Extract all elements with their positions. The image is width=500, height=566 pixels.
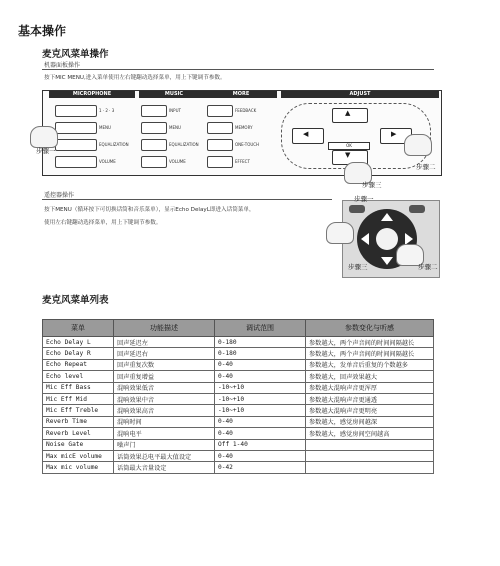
table-row [43,348,434,359]
range-cell: Off 1-40 [215,439,306,450]
range-cell: 0-180 [215,337,306,348]
effect-cell [306,439,434,450]
button-label: VOLUME [99,159,116,164]
panel-button [207,105,233,117]
effect-cell: 参数越大，发单音后重复的个数越多 [306,359,434,370]
column-header: MICROPHONE [49,91,135,98]
menu-cell: Reverb Level [43,428,114,439]
panel-button [207,156,233,168]
hand-pointer-icon [30,126,58,148]
remote-operation-title: 遥控器操作 [44,192,75,199]
effect-cell: 参数越大，感觉房间越深 [306,416,434,427]
step-label: 步骤一 [354,195,374,203]
panel-button [207,139,233,151]
menu-cell: Mic Eff Mid [43,393,114,404]
button-label: FEEDBACK [235,108,257,113]
function-cell: 噪声门 [114,439,215,450]
button-label: EQUALIZATION [99,142,129,147]
panel-button [55,139,97,151]
step-label: 步骤三 [362,181,382,189]
function-cell: 混响效果高音 [114,405,215,416]
menu-cell: Echo Repeat [43,359,114,370]
table-row [43,462,434,473]
section-heading-menu-list: 麦克风菜单列表 [42,295,109,306]
range-cell: -10~+10 [215,382,306,393]
range-cell: 0-40 [215,450,306,461]
table-row [43,371,434,382]
range-cell: 0-40 [215,428,306,439]
divider [42,199,332,200]
column-header: 菜单 [43,320,114,337]
table-row [43,405,434,416]
hand-pointer-icon [326,222,354,244]
button-label: EFFECT [235,159,250,164]
hand-pointer-icon [404,134,432,156]
effect-cell [306,462,434,473]
table-header-row [43,320,434,337]
table-row [43,439,434,450]
function-cell: 话筒效果总电平最大值设定 [114,450,215,461]
menu-cell: Reverb Time [43,416,114,427]
effect-cell: 参数越大，感觉房间空间越高 [306,428,434,439]
panel-button [141,122,167,134]
table-row [43,382,434,393]
effect-cell: 参数越大混响声音更通透 [306,393,434,404]
menu-cell: Noise Gate [43,439,114,450]
effect-cell: 参数越大混响声音更浑厚 [306,382,434,393]
panel-button [55,156,97,168]
menu-cell: Max micE volume [43,450,114,461]
effect-cell: 参数越大，两个声音间的时间间隔越长 [306,348,434,359]
panel-operation-title: 机器面板操作 [44,62,81,69]
panel-button [141,156,167,168]
right-arrow-icon: ▶ [391,130,397,138]
range-cell: 0-40 [215,359,306,370]
column-header: MORE [205,91,277,98]
ok-key: OK [328,142,370,150]
function-cell: 混响电平 [114,428,215,439]
panel-column-more [205,91,277,175]
panel-button [141,105,167,117]
down-arrow-icon: ▼ [345,151,351,159]
menu-cell: Echo Delay R [43,348,114,359]
panel-button [55,105,97,117]
step-label: 步骤三 [348,263,368,271]
button-label: INPUT [169,108,181,113]
column-header: 调试范围 [215,320,306,337]
column-header: MUSIC [139,91,209,98]
function-cell: 回声重复次数 [114,359,215,370]
table-row [43,416,434,427]
panel-button [207,122,233,134]
function-cell: 混响效果中音 [114,393,215,404]
table-row [43,393,434,404]
range-cell: 0-40 [215,416,306,427]
table-row [43,428,434,439]
button-label: MENU [99,125,111,130]
section-heading-mic-menu: 麦克风菜单操作 [42,49,109,60]
function-cell: 回声延迟右 [114,348,215,359]
effect-cell [306,450,434,461]
button-label: MEMORY [235,125,253,130]
function-cell: 回声重复增益 [114,371,215,382]
range-cell: -10~+10 [215,393,306,404]
button-label: MENU [169,125,181,130]
up-arrow-icon: ▲ [345,109,351,117]
function-cell: 混响效果低音 [114,382,215,393]
range-cell: 0-40 [215,371,306,382]
effect-cell: 参数越大混响声音更明亮 [306,405,434,416]
button-label: ONE-TOUCH [235,142,260,147]
mic-menu-table [42,319,434,474]
column-header: 功能描述 [114,320,215,337]
remote-operation-desc-1: 按下MENU（循环按下可切换话筒和音乐菜单），显示Echo DelayL即进入话筒菜单， [44,207,255,213]
function-cell: 混响时间 [114,416,215,427]
table-row [43,337,434,348]
step-label: 步骤二 [418,263,438,271]
range-cell: 0-180 [215,348,306,359]
range-cell: 0-42 [215,462,306,473]
step-label: 步骤一 [36,147,56,155]
panel-operation-desc: 按下MIC MENU,进入菜单使用左右键翻动选择菜单，用上下键调节参数。 [44,75,226,81]
step-label: 步骤二 [416,163,436,171]
menu-cell: Mic Eff Bass [43,382,114,393]
button-label: EQUALIZATION [169,142,199,147]
page-title: 基本操作 [18,24,67,38]
button-label: 1 · 2 · 3 [99,108,115,113]
menu-cell: Mic Eff Treble [43,405,114,416]
table-row [43,359,434,370]
button-label: VOLUME [169,159,186,164]
panel-button [141,139,167,151]
left-arrow-icon: ◀ [303,130,309,138]
menu-cell: Max mic volume [43,462,114,473]
remote-operation-desc-2: 使用左右键翻动选择菜单，用上下键调节参数。 [44,220,162,226]
menu-cell: Echo Delay L [43,337,114,348]
function-cell: 回声延迟左 [114,337,215,348]
menu-cell: Echo level [43,371,114,382]
function-cell: 话筒最大音量设定 [114,462,215,473]
column-header: 参数变化与听感 [306,320,434,337]
table-row [43,450,434,461]
range-cell: -10~+10 [215,405,306,416]
panel-column-music [139,91,209,175]
panel-column-microphone [49,91,135,175]
column-header: ADJUST [281,91,439,98]
effect-cell: 参数越大，回声效果越大 [306,371,434,382]
effect-cell: 参数越大，两个声音间的时间间隔越长 [306,337,434,348]
divider [42,69,434,70]
mic-menu-button [55,122,97,134]
